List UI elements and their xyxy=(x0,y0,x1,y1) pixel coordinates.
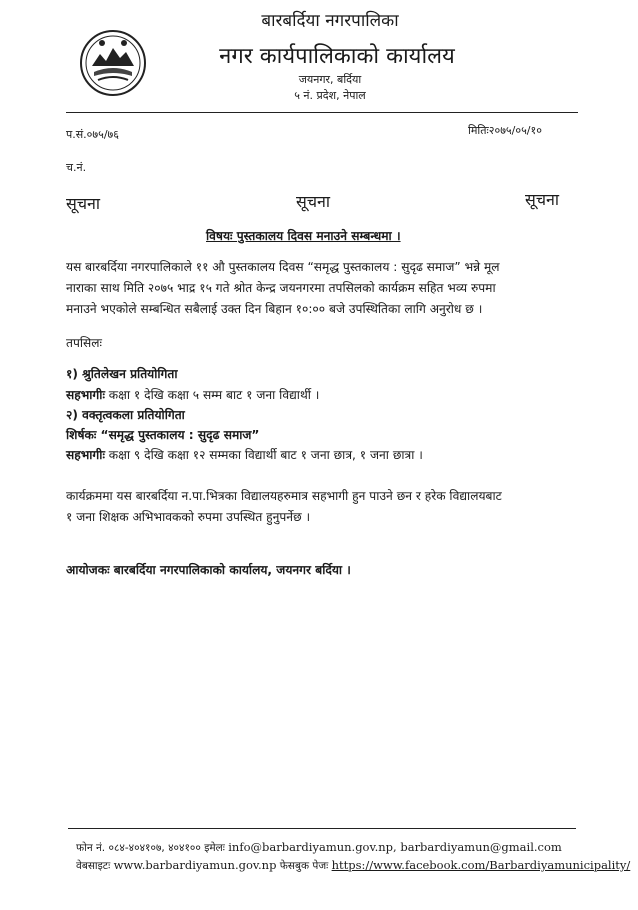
item2-topic: शिर्षकः “समृद्ध पुस्तकालय : सुदृढ समाज” xyxy=(66,428,260,442)
item1-title: १) श्रुतिलेखन प्रतियोगिता xyxy=(66,367,178,381)
municipality-name: बारबर्दिया नगरपालिका xyxy=(261,11,399,31)
intro-paragraph xyxy=(66,257,586,320)
organizer-line: आयोजकः बारबर्दिया नगरपालिकाको कार्यालय, जयनगर बर्दिया । xyxy=(66,563,351,577)
intro-line: नाराका साथ मिति २०७५ भाद्र १५ गते श्रोत केन्द्र जयनगरमा तपसिलको कार्यक्रम सहित भव्य रुपमा xyxy=(66,281,496,295)
dispatch-number: च.नं. xyxy=(66,161,87,174)
item2-participants xyxy=(66,445,423,466)
intro-line: मनाउने भएकोले सम्बन्धित सबैलाई उक्त दिन बिहान १०:०० बजे उपस्थितिका लागि अनुरोध छ । xyxy=(66,302,483,316)
footer-divider xyxy=(68,828,576,829)
footer-web-line xyxy=(76,858,630,873)
item1-label: सहभागीः xyxy=(66,388,105,402)
item2-title: २) वक्तृत्वकला प्रतियोगिता xyxy=(66,408,185,422)
footer-website-link[interactable]: www.barbardiyamun.gov.np xyxy=(113,858,277,872)
footer-facebook-label: फेसबुक पेजः xyxy=(279,860,329,872)
footer-phone: फोन नं. ०८४-४०४१०७, ४०४१०० xyxy=(76,842,201,854)
closing-line: कार्यक्रममा यस बारबर्दिया न.पा.भित्रका विद्यालयहरुमात्र सहभागी हुन पाउने छन र हरेक विद्यालयबाट xyxy=(66,489,502,503)
notice-label-center: सूचना xyxy=(296,192,331,211)
notice-label-right: सूचना xyxy=(525,190,560,209)
office-province: ५ नं. प्रदेश, नेपाल xyxy=(294,89,366,102)
closing-line: १ जना शिक्षक अभिभावकको रुपमा उपस्थित हुनुपर्नेछ । xyxy=(66,510,311,524)
office-name: नगर कार्यपालिकाको कार्यालय xyxy=(219,44,455,69)
footer-website-label: वेबसाइटः xyxy=(76,860,111,872)
footer-facebook-link[interactable]: https://www.facebook.com/Barbardiyamunicipality/ xyxy=(331,858,631,872)
footer-email[interactable]: info@barbardiyamun.gov.np, barbardiyamun@gmail.com xyxy=(228,840,562,854)
subject-line: विषयः पुस्तकालय दिवस मनाउने सम्बन्धमा । xyxy=(206,229,401,243)
notice-label-left: सूचना xyxy=(66,194,101,213)
item1-text: कक्षा १ देखि कक्षा ५ सम्म बाट १ जना विद्यार्थी । xyxy=(104,388,320,402)
letter-date: मितिः२०७५/०५/१० xyxy=(468,124,542,137)
item1-participants xyxy=(66,385,319,406)
item2-text: कक्षा ९ देखि कक्षा १२ सम्मका विद्यार्थी बाट १ जना छात्र, १ जना छात्रा । xyxy=(104,448,423,462)
footer-contact-line xyxy=(76,840,562,855)
item2-label: सहभागीः xyxy=(66,448,105,462)
nepal-emblem-icon xyxy=(78,28,148,98)
header-divider xyxy=(66,112,578,113)
footer-email-label: इमेलः xyxy=(204,842,225,854)
closing-paragraph xyxy=(66,486,586,528)
details-heading: तपसिलः xyxy=(66,336,102,350)
reference-number: प.सं.०७५/७६ xyxy=(66,128,119,141)
intro-line: यस बारबर्दिया नगरपालिकाले ११ औ पुस्तकालय दिवस “समृद्ध पुस्तकालय : सुदृढ समाज” भन्ने मूल xyxy=(66,260,500,274)
office-location: जयनगर, बर्दिया xyxy=(298,73,362,86)
